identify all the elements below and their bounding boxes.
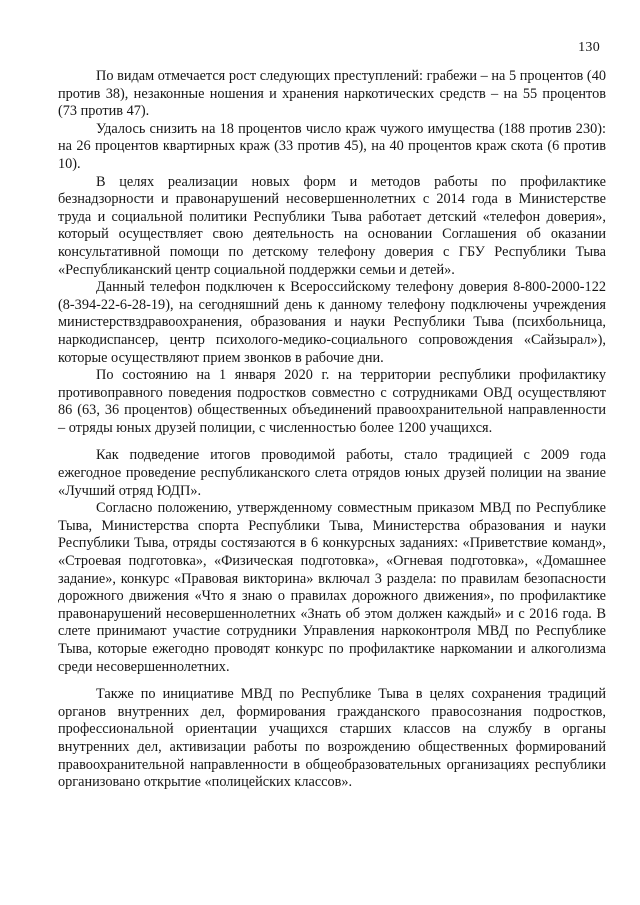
paragraph-theft-reduction: Удалось снизить на 18 процентов число краж чужого имущества (188 против 230): на 26 процентов квартирных краж (33 против 45), на 40 процентов краж скота (6 против 10).	[58, 120, 606, 172]
paragraph-crime-growth: По видам отмечается рост следующих преступлений: грабежи – на 5 процентов (40 против 38), незаконные ношения и хранения наркотических средств – на 55 процентов (73 против 47).	[58, 68, 606, 120]
paragraph-helpline-details: Данный телефон подключен к Всероссийскому телефону доверия 8-800-2000-122 (8-394-22-6-28-19), на сегодняшний день к данному телефону подключены учреждения министерствздравоохранения, образования и науки Республики Тыва (психбольница, наркодиспансер, центр психолого-медико-социального сопровождения «Сайзырал»), которые осуществляют прием звонков в рабочие дни.	[58, 279, 606, 366]
paragraph-helpline-intro: В целях реализации новых форм и методов работы по профилактике безнадзорности и правонарушений несовершеннолетних с 2014 года в Министерстве труда и социальной политики Республики Тыва работает детский «телефон доверия», который осуществляет свою деятельность на основании Соглашения об оказании консультативной помощи по детскому телефону доверия с ГБУ Республики Тыва «Республиканский центр социальной поддержки семьи и детей».	[58, 173, 606, 278]
paragraph-annual-rally: Как подведение итогов проводимой работы, стало традицией с 2009 года ежегодное проведение республиканского слета отрядов юных друзей полиции на звание «Лучший отряд ЮДП».	[58, 447, 606, 499]
document-body	[58, 68, 606, 792]
paragraph-youth-police-units: По состоянию на 1 января 2020 г. на территории республики профилактику противоправного поведения подростков совместно с сотрудниками ОВД осуществляют 86 (63, 36 процентов) общественных объединений правоохранительной направленности – отряды юных друзей полиции, с численностью более 1200 учащихся.	[58, 367, 606, 436]
page-number: 130	[578, 40, 600, 55]
paragraph-police-classes: Также по инициативе МВД по Республике Тыва в целях сохранения традиций органов внутренних дел, формирования гражданского правосознания подростков, профессиональной ориентации учащихся старших классов на службу в органы внутренних дел, активизации работы по возрождению общественных формирований правоохранительной направленности в общеобразовательных организациях республики организовано открытие «полицейских классов».	[58, 686, 606, 791]
paragraph-contest-rules: Согласно положению, утвержденному совместным приказом МВД по Республике Тыва, Министерства спорта Республики Тыва, Министерства образования и науки Республики Тыва, отряды состязаются в 6 конкурсных заданиях: «Приветствие команд», «Строевая подготовка», «Физическая подготовка», «Огневая подготовка», «Домашнее задание», конкурс «Правовая викторина» включал 3 раздела: по правилам безопасности дорожного движения «Что я знаю о правилах дорожного движения», по профилактике правонарушений несовершеннолетних «Знать об этом должен каждый» и с 2016 года. В слете принимают участие сотрудники Управления наркоконтроля МВД по Республике Тыва, которые ежегодно проводят конкурс по профилактике наркомании и алкоголизма среди несовершеннолетних.	[58, 500, 606, 675]
